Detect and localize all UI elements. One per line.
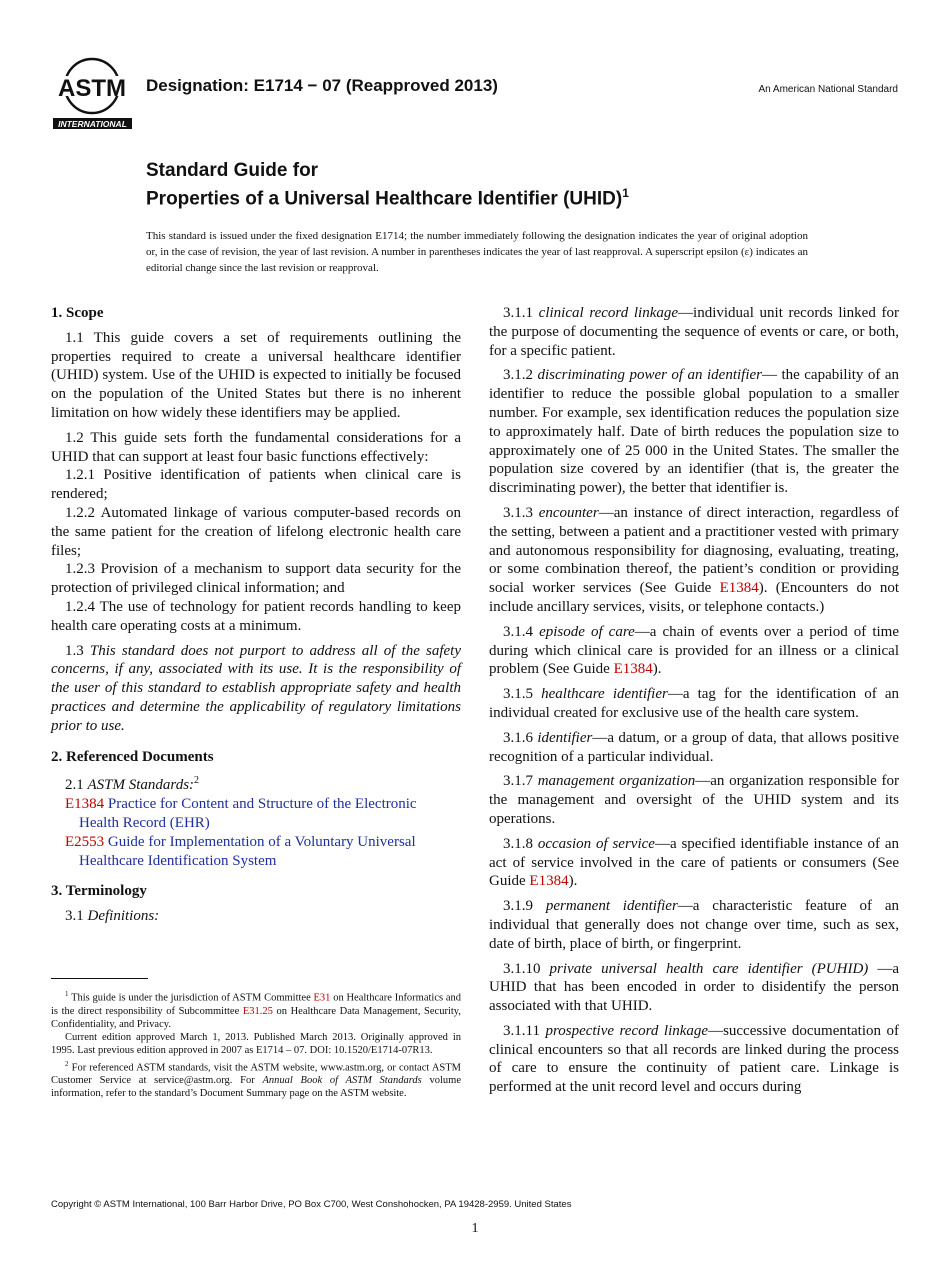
section-heading-scope: 1. Scope [51,305,104,321]
link-e31-25[interactable]: E31.25 [242,1005,273,1017]
astm-logo [52,56,134,130]
para-3-1: 3.1 Definitions: [65,908,160,925]
reference-e2553-line-2[interactable]: Healthcare Identification System [79,852,277,869]
definition-3-1-2: 3.1.2 discriminating power of an identifier— the capability of an identifier to reduce the possible global population to a smaller number. For example, sex identification reduces the population size to approximately half. Date of birth reduces the population size to approximately one of 25 000 in the United States. The smaller the population size covered by an identifier (that is, the greater the discriminating power), the better that identifier is. [489,367,899,497]
footnote-2: $^2$ For referenced ASTM standards, visit the ASTM website, www.astm.org, or contact ASTM Customer Service at service@astm.org. For Annual Book of ASTM Standards volume information, refer to the standard’s Document Summary page on the ASTM website. [51,1059,462,1100]
definition-3-1-3: 3.1.3 encounter—an instance of direct interaction, regardless of the setting, between a patient and a practitioner vested with primary and autonomous responsibility for diagnosing, evaluating, treating, or some combination thereof, the patient’s condition or providing social worker services (See Guide E1384). (Encounters do not include ancillary services, visits, or telephone contacts.) [489,504,899,615]
para-1-2-3: 1.2.3 Provision of a mechanism to support data security for the protection of privileged clinical information; and [51,561,461,597]
right-column [489,304,899,1097]
para-1-2-4: 1.2.4 The use of technology for patient records handling to keep health care operating costs at a minimum. [51,598,461,634]
american-national-standard-label: An American National Standard [758,84,898,95]
title-line-2: Properties of a Universal Healthcare Identifier (UHID) [146,188,623,210]
reference-e1384[interactable] [51,795,461,814]
footnote-1: $^1$ This guide is under the jurisdiction of ASTM Committee E31 on Healthcare Informatics and is the direct responsibility of Subcommittee E31.25 on Healthcare Data Management, Security, Confidentiality, and Privacy. [51,990,462,1030]
para-1-2-1: 1.2.1 Positive identification of patients when clinical care is rendered; [51,467,461,503]
designation: Designation: E1714 − 07 (Reapproved 2013) [146,76,498,95]
definition-3-1-10: 3.1.10 private universal health care identifier (PUHID) —a UHID that has been encoded in order to disidentify the person associated with that UHID. [489,960,899,1015]
definition-3-1-1: 3.1.1 clinical record linkage—individual unit records linked for the purpose of documenting the sequence of events or care, or both, for a specific patient. [489,305,899,359]
definition-3-1-11: 3.1.11 prospective record linkage—successive documentation of clinical encounters so that all records are linked during the process of care to ensure the continuity of patient care. Linkage is performed at the unit record level and occurs during [489,1022,899,1096]
para-1-1: 1.1 This guide covers a set of requirements outlining the properties required to create a universal healthcare identifier (UHID) system. Use of the UHID is expected to initially be focused on the population of the United States but there is no inherent limitation on how widely these identifiers may be applied. [51,329,461,421]
para-1-2: 1.2 This guide sets forth the fundamental considerations for a UHID that can support at least four basic functions effectively: [51,429,461,465]
footnote-rule [51,978,148,979]
logo-international-text: INTERNATIONAL [58,119,127,129]
copyright-notice: Copyright © ASTM International, 100 Barr Harbor Drive, PO Box C700, West Conshohocken, PA 19428-2959. United States [51,1199,572,1210]
para-1-2-2: 1.2.2 Automated linkage of various computer-based records on the same patient for the creation of lifelong electronic health care files; [51,504,461,559]
definition-3-1-5: 3.1.5 healthcare identifier—a tag for the identification of an individual created for exclusive use of the health care system. [489,686,899,721]
definition-3-1-6: 3.1.6 identifier—a datum, or a group of data, that allows positive recognition of a particular individual. [489,729,899,765]
page-title [146,160,629,210]
reference-title[interactable]: Guide for Implementation of a Voluntary Universal [107,833,416,850]
definition-3-1-7: 3.1.7 management organization—an organization responsible for the management and oversight of the UHID system and its operations. [489,773,899,827]
reference-e1384-line-2[interactable]: Health Record (EHR) [79,814,210,831]
footnote-current-edition: Current edition approved March 1, 2013. Published March 2013. Originally approved in 1995. Last previous edition approved in 2007 as E1714 – 07. DOI: 10.1520/E1714-07R13. [51,1032,461,1057]
issuance-notice: This standard is issued under the fixed designation E1714; the number immediately following the designation indicates the year of original adoption or, in the case of revision, the year of last revision. A number in parentheses indicates the year of last reapproval. A superscript epsilon (ε) indicates an editorial change since the last revision or reapproval. [146,230,808,274]
title-footnote-marker: 1 [622,186,629,200]
link-e31[interactable]: E31 [313,992,331,1004]
section-heading-referenced-documents: 2. Referenced Documents [51,748,214,765]
definition-3-1-8: 3.1.8 occasion of service—a specified identifiable instance of an act of service involved in the care of patients or consumers (See Guide E1384). [489,835,899,890]
title-line-1: Standard Guide for [146,160,319,181]
reference-title[interactable]: Practice for Content and Structure of the Electronic [107,796,417,813]
reference-code[interactable]: E2553 [65,833,105,850]
section-heading-terminology: 3. Terminology [51,883,147,900]
para-1-3: 1.3 This standard does not purport to address all of the safety concerns, if any, associated with its use. It is the responsibility of the user of this standard to establish appropriate safety and health practices and determine the applicability of regulatory limitations prior to use. [51,642,462,734]
reference-e2553[interactable] [51,833,461,852]
reference-code[interactable]: E1384 [65,796,105,813]
page-number: 1 [471,1221,479,1236]
link-e1384[interactable]: E1384 [613,661,653,678]
footnotes [51,988,461,1101]
definition-3-1-9: 3.1.9 permanent identifier—a characteristic feature of an individual that generally does not change over time, such as sex, date of birth, place of birth, or fingerprint. [489,898,899,952]
definition-3-1-4: 3.1.4 episode of care—a chain of events over a period of time during which clinical care is provided for an illness or a clinical problem (See Guide E1384). [489,623,900,678]
left-column [51,304,461,926]
link-e1384[interactable]: E1384 [529,873,569,890]
logo-text: ASTM [58,75,126,102]
para-2-1: 2.1 ASTM Standards:$^2$ [65,775,200,794]
link-e1384[interactable]: E1384 [719,580,759,597]
